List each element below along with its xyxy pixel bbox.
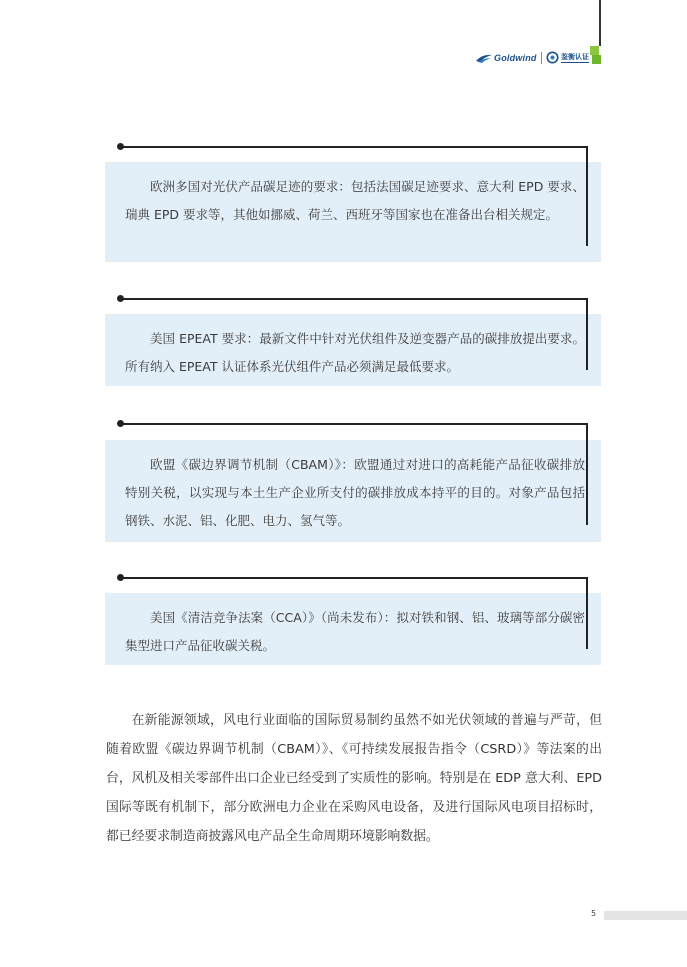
body-paragraph: 在新能源领域，风电行业面临的国际贸易制约虽然不如光伏领域的普遍与严苛，但随着欧盟《碳边界调节机制（CBAM）》、《可持续发展报告指令（CSRD）》等法案的出台，风机及相关零部件出口企业已经受到了实质性的影响。特别是在 EDP 意大利、EPD 国际等既有机制下，部分欧洲电力企业在采购风电设备，及进行国际风电项目招标时，都已经要求制造商披露风电产品全生命周期环境影响数据。	[106, 713, 602, 844]
callout-2-frame-line	[120, 298, 587, 300]
callout-1-text: 欧洲多国对光伏产品碳足迹的要求：包括法国碳足迹要求、意大利 EPD 要求、瑞典 EPD 要求等，其他如挪威、荷兰、西班牙等国家也在准备出台相关规定。	[125, 179, 585, 222]
cert-logo-text: 鉴衡认证	[561, 52, 589, 61]
goldwind-logo	[476, 51, 537, 65]
goldwind-logo-text: Goldwind	[494, 53, 537, 63]
cert-logo	[546, 50, 589, 65]
header-accent-square	[590, 46, 599, 55]
header-vertical-rule	[599, 0, 601, 46]
callout-2	[105, 314, 601, 386]
header-accent-square-2	[592, 55, 601, 64]
callout-3-frame-vert	[586, 423, 588, 525]
callout-3-frame-line	[120, 423, 587, 425]
page-footer-bar	[604, 911, 687, 920]
goldwind-wing-icon	[476, 53, 492, 63]
callout-3	[105, 440, 601, 542]
callout-4	[105, 593, 601, 665]
callout-3-text: 欧盟《碳边界调节机制（CBAM）》：欧盟通过对进口的高耗能产品征收碳排放特别关税，以实现与本土生产企业所支付的碳排放成本持平的目的。对象产品包括钢铁、水泥、铝、化肥、电力、氢气等。	[125, 457, 585, 528]
callout-1	[105, 162, 601, 262]
logo-divider	[541, 52, 542, 64]
callout-4-text: 美国《清洁竞争法案（CCA）》（尚未发布）：拟对铁和钢、铝、玻璃等部分碳密集型进口产品征收碳关税。	[125, 610, 585, 653]
page-number: 5	[591, 909, 597, 918]
callout-2-text: 美国 EPEAT 要求：最新文件中针对光伏组件及逆变器产品的碳排放提出要求。所有纳入 EPEAT 认证体系光伏组件产品必须满足最低要求。	[125, 331, 585, 374]
callout-1-frame-vert	[586, 146, 588, 246]
callout-1-frame-line	[120, 146, 587, 148]
callout-4-frame-vert	[586, 577, 588, 649]
cert-ring-icon	[546, 51, 559, 64]
callout-2-frame-vert	[586, 298, 588, 370]
callout-4-frame-line	[120, 577, 587, 579]
